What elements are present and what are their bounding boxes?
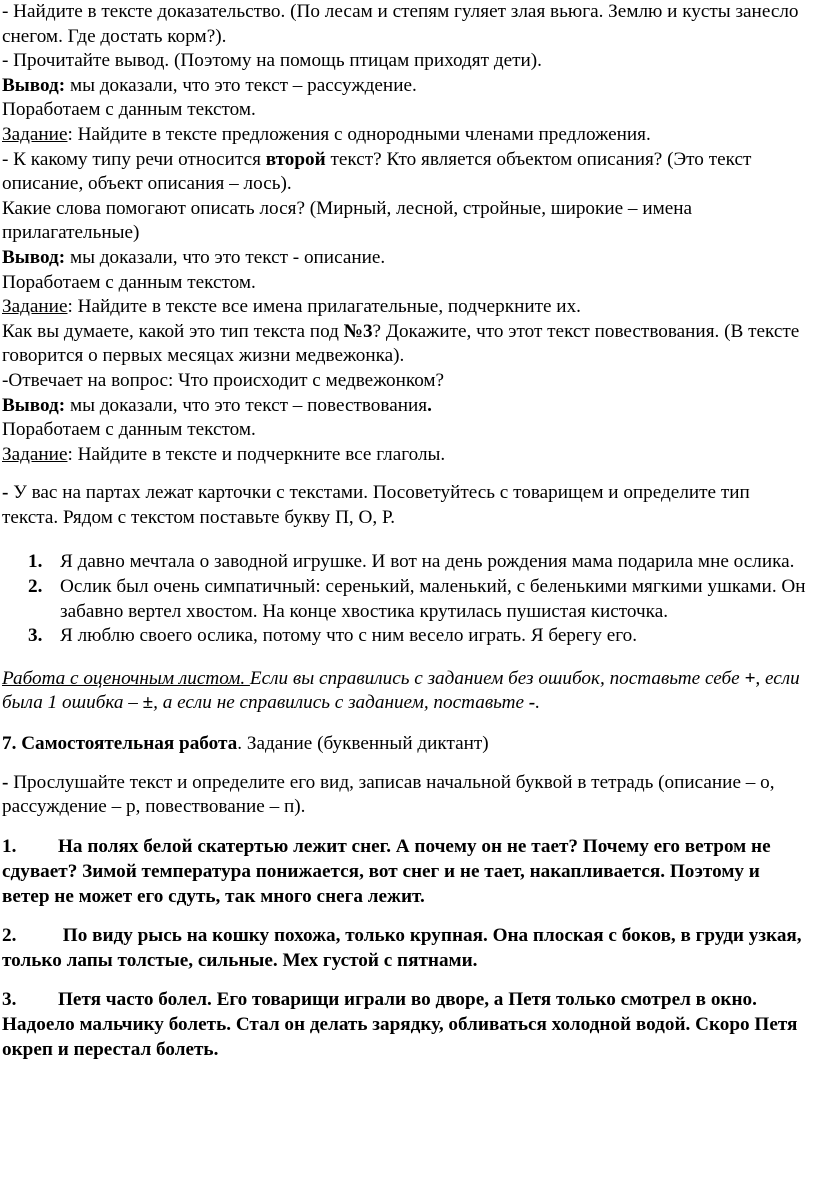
- dash: -: [2, 482, 9, 504]
- paragraph: Поработаем с данным текстом.: [2, 271, 256, 293]
- assessment-text: , а если не справились с заданием, поставьте: [153, 692, 529, 714]
- minus-sign: -: [528, 692, 536, 714]
- task-line: [2, 295, 810, 320]
- list-item-text: Я люблю своего ослика, потому что с ним весело играть. Я берегу его.: [60, 625, 638, 647]
- conclusion-label: Вывод:: [2, 394, 66, 416]
- assessment-text: , если была 1 ошибка –: [2, 667, 800, 714]
- assessment-title: Работа с оценочным листом.: [2, 667, 250, 689]
- section-title: 7. Самостоятельная работа: [2, 733, 238, 755]
- paragraph: [2, 320, 810, 369]
- dictation-text: На полях белой скатертью лежит снег. А почему он не тает? Почему его ветром не сдувает? Зимой температура понижается, вот снег и не тает, накапливается. Поэтому и ветер не может его сдуть, так много снега лежит.: [2, 835, 771, 907]
- assessment-text: .: [535, 692, 540, 714]
- plus-sign: +: [744, 667, 756, 689]
- task-label: Задание: [2, 296, 68, 318]
- bold-word: второй: [265, 148, 326, 170]
- paragraph: Какие слова помогают описать лося? (Мирный, лесной, стройные, широкие – имена прилагательные): [2, 197, 693, 244]
- assessment-text: Если вы справились с заданием без ошибок, поставьте себе: [249, 667, 745, 689]
- list-number: 2.: [28, 576, 43, 598]
- paragraph: Поработаем с данным текстом.: [2, 419, 256, 441]
- task-text: : Найдите в тексте и подчеркните все глаголы.: [67, 443, 446, 465]
- conclusion-text: мы доказали, что это текст – рассуждение.: [65, 74, 417, 96]
- dictation-text: Петя часто болел. Его товарищи играли во дворе, а Петя только смотрел в окно. Надоело мальчику болеть. Стал он делать зарядку, обливаться холодной водой. Скоро Петя окреп и перестал болеть.: [2, 988, 798, 1060]
- paragraph: -Отвечает на вопрос: Что происходит с медвежонком?: [2, 369, 445, 391]
- conclusion-label: Вывод:: [2, 74, 66, 96]
- bold-dot: .: [427, 394, 432, 416]
- dictation-number: 1.: [2, 835, 17, 857]
- task-line: [2, 123, 810, 148]
- cards-list: [2, 550, 810, 648]
- text-segment: текст? Кто является объектом описания? (Это текст описание, объект описания – лось).: [2, 148, 752, 195]
- dictation-item: [2, 923, 810, 973]
- dictation-number: 2.: [2, 924, 17, 946]
- conclusion-line: [2, 246, 810, 271]
- dictation-item: [2, 834, 810, 909]
- dash: -: [2, 771, 9, 793]
- text-segment: ? Докажите, что этот текст повествования. (В тексте говорится о первых месяцах жизни медвежонка).: [2, 320, 800, 367]
- task-label: Задание: [2, 443, 68, 465]
- paragraph: - Прочитайте вывод. (Поэтому на помощь птицам приходят дети).: [2, 50, 542, 72]
- dictation-text: По виду рысь на кошку похожа, только крупная. Она плоская с боков, в груди узкая, только лапы толстые, сильные. Мех густой с пятнами.: [2, 924, 802, 971]
- conclusion-line: [2, 74, 810, 99]
- list-item: [2, 575, 810, 624]
- paragraph: - Найдите в тексте доказательство. (По лесам и степям гуляет злая вьюга. Землю и кусты занесло снегом. Где достать корм?).: [2, 1, 799, 47]
- list-number: 3.: [28, 625, 43, 647]
- cards-intro-text: У вас на партах лежат карточки с текстами. Посоветуйтесь с товарищем и определите тип текста. Рядом с текстом поставьте букву П, О, Р.: [2, 482, 750, 528]
- dictation-item: [2, 987, 810, 1062]
- section-heading: [2, 732, 810, 757]
- paragraph: [2, 148, 810, 197]
- list-item: [2, 550, 810, 575]
- list-item: [2, 624, 810, 649]
- task-label: Задание: [2, 123, 68, 145]
- conclusion-text: мы доказали, что это текст - описание.: [65, 246, 386, 268]
- task-line: [2, 443, 810, 468]
- dictation-intro-text: Прослушайте текст и определите его вид, записав начальной буквой в тетрадь (описание – о, рассуждение – р, повествование – п).: [2, 771, 775, 818]
- bold-word: №3: [343, 320, 373, 342]
- section-subtitle: . Задание (буквенный диктант): [237, 733, 489, 755]
- conclusion-line: [2, 394, 810, 419]
- list-item-text: Я давно мечтала о заводной игрушке. И вот на день рождения мама подарила мне ослика.: [60, 551, 795, 573]
- assessment-paragraph: [2, 667, 810, 716]
- dictation-number: 3.: [2, 988, 17, 1010]
- dictation-intro: [2, 771, 810, 820]
- text-segment: - К какому типу речи относится: [2, 148, 266, 170]
- plus-minus-sign: ±: [142, 692, 154, 714]
- task-text: : Найдите в тексте предложения с однородными членами предложения.: [67, 123, 651, 145]
- paragraph: Поработаем с данным текстом.: [2, 99, 256, 121]
- cards-intro: [2, 481, 810, 530]
- task-text: : Найдите в тексте все имена прилагательные, подчеркните их.: [67, 296, 581, 318]
- list-item-text: Ослик был очень симпатичный: серенький, маленький, с беленькими мягкими ушками. Он забавно вертел хвостом. На конце хвостика крутилась пушистая кисточка.: [60, 576, 806, 622]
- text-segment: Как вы думаете, какой это тип текста под: [2, 320, 344, 342]
- list-number: 1.: [28, 551, 43, 573]
- conclusion-text: мы доказали, что это текст – повествования: [65, 394, 428, 416]
- conclusion-label: Вывод:: [2, 246, 66, 268]
